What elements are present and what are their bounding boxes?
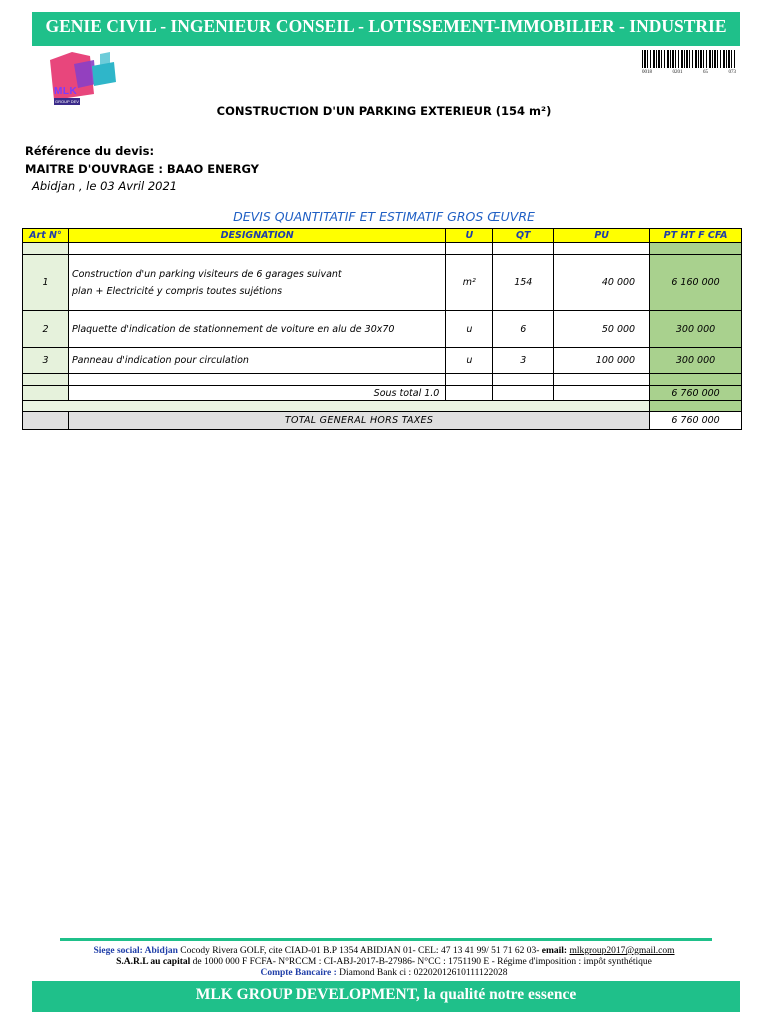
table-cell — [493, 374, 554, 386]
row-unit: m² — [446, 255, 493, 311]
document-title: CONSTRUCTION D'UN PARKING EXTERIEUR (154 m²) — [216, 104, 552, 118]
quote-table — [22, 228, 742, 430]
footer-divider — [60, 938, 712, 941]
table-cell — [446, 374, 493, 386]
row-total-price: 300 000 — [650, 311, 742, 348]
total-label: TOTAL GENERAL HORS TAXES — [68, 412, 649, 430]
table-cell — [23, 386, 69, 401]
table-cell — [650, 401, 742, 412]
barcode-digit-group: 0018 — [642, 70, 652, 75]
header-total-price: PT HT F CFA — [650, 229, 742, 243]
table-cell — [650, 243, 742, 255]
header-designation: DESIGNATION — [68, 229, 445, 243]
header-unit: U — [446, 229, 493, 243]
table-cell — [554, 243, 650, 255]
table-header-row — [23, 229, 742, 243]
row-unit-price: 40 000 — [554, 255, 650, 311]
footer-sarl-text: de 1000 000 F FCFA- N°RCCM : CI-ABJ-2017-B-27986- N°CC : 1751190 E - Régime d'imposition : impôt synthétique — [190, 957, 652, 967]
logo-subtext: GROUP DEV — [55, 99, 79, 104]
table-spacer-row — [23, 243, 742, 255]
top-banner: GENIE CIVIL - INGENIEUR CONSEIL - LOTISSEMENT-IMMOBILIER - INDUSTRIE — [32, 12, 740, 46]
barcode-digit-group: 65 — [703, 70, 708, 75]
table-cell — [446, 243, 493, 255]
row-unit-price: 100 000 — [554, 348, 650, 374]
row-designation-line: Construction d'un parking visiteurs de 6 garages suivant — [71, 268, 342, 280]
row-unit-price: 50 000 — [554, 311, 650, 348]
table-row — [23, 311, 742, 348]
footer-info — [0, 946, 768, 979]
table-cell — [650, 374, 742, 386]
table-cell — [554, 374, 650, 386]
logo-text: MLK — [54, 86, 78, 97]
row-quantity: 6 — [493, 311, 554, 348]
table-cell — [23, 401, 650, 412]
row-designation: Plaquette d'indication de stationnement de voiture en alu de 30x70 — [68, 311, 445, 348]
barcode — [642, 50, 736, 80]
row-quantity: 154 — [493, 255, 554, 311]
row-quantity: 3 — [493, 348, 554, 374]
table-cell — [23, 243, 69, 255]
footer-siege-label: Siege social: Abidjan — [93, 946, 178, 956]
table-cell — [23, 412, 69, 430]
footer-address-line — [0, 946, 768, 957]
barcode-digit-group: 0201 — [672, 70, 683, 75]
table-spacer-row — [23, 401, 742, 412]
table-row — [23, 255, 742, 311]
footer-siege-text: Cocody Rivera GOLF, cite CIAD-01 B.P 1354 ABIDJAN 01- CEL: 47 13 41 99/ 51 71 62 03- — [177, 946, 542, 956]
row-designation: Panneau d'indication pour circulation — [68, 348, 445, 374]
header-art: Art N° — [23, 229, 69, 243]
table-cell — [68, 374, 445, 386]
footer-legal-line — [0, 957, 768, 968]
table-row — [23, 348, 742, 374]
footer-bank-line — [0, 968, 768, 979]
subtotal-value: 6 760 000 — [650, 386, 742, 401]
footer-email-label: email: — [541, 946, 568, 956]
table-cell — [446, 386, 493, 401]
quote-reference-label: Référence du devis: — [25, 144, 155, 158]
footer-sarl-label: S.A.R.L au capital — [116, 957, 191, 967]
footer-email-link[interactable]: mlkgroup2017@gmail.com — [569, 946, 675, 956]
barcode-bars-icon — [642, 50, 736, 68]
subtotal-label: Sous total 1.0 — [68, 386, 445, 401]
total-value: 6 760 000 — [650, 412, 742, 430]
row-total-price: 6 160 000 — [650, 255, 742, 311]
place-date: Abidjan , le 03 Avril 2021 — [32, 179, 178, 193]
row-art: 1 — [23, 255, 69, 311]
table-cell — [493, 243, 554, 255]
row-total-price: 300 000 — [650, 348, 742, 374]
table-spacer-row — [23, 374, 742, 386]
footer-bank-label: Compte Bancaire : — [260, 968, 337, 978]
header-unit-price: PU — [554, 229, 650, 243]
bottom-banner: MLK GROUP DEVELOPMENT, la qualité notre essence — [32, 981, 740, 1012]
table-cell — [68, 243, 445, 255]
row-art: 2 — [23, 311, 69, 348]
client-name: MAITRE D'OUVRAGE : BAAO ENERGY — [25, 162, 259, 176]
table-cell — [23, 374, 69, 386]
total-row — [23, 412, 742, 430]
table-cell — [554, 386, 650, 401]
row-unit: u — [446, 311, 493, 348]
footer-bank-text: Diamond Bank ci : 02202012610111122028 — [336, 968, 508, 978]
row-art: 3 — [23, 348, 69, 374]
row-designation-line: plan + Electricité y compris toutes sujétions — [71, 285, 283, 297]
table-cell — [493, 386, 554, 401]
row-unit: u — [446, 348, 493, 374]
row-designation — [68, 255, 445, 311]
barcode-digit-group: 073 — [728, 70, 736, 75]
subtotal-row — [23, 386, 742, 401]
barcode-digits — [642, 70, 736, 75]
header-quantity: QT — [493, 229, 554, 243]
quote-section-title: DEVIS QUANTITATIF ET ESTIMATIF GROS ŒUVRE — [233, 209, 535, 224]
